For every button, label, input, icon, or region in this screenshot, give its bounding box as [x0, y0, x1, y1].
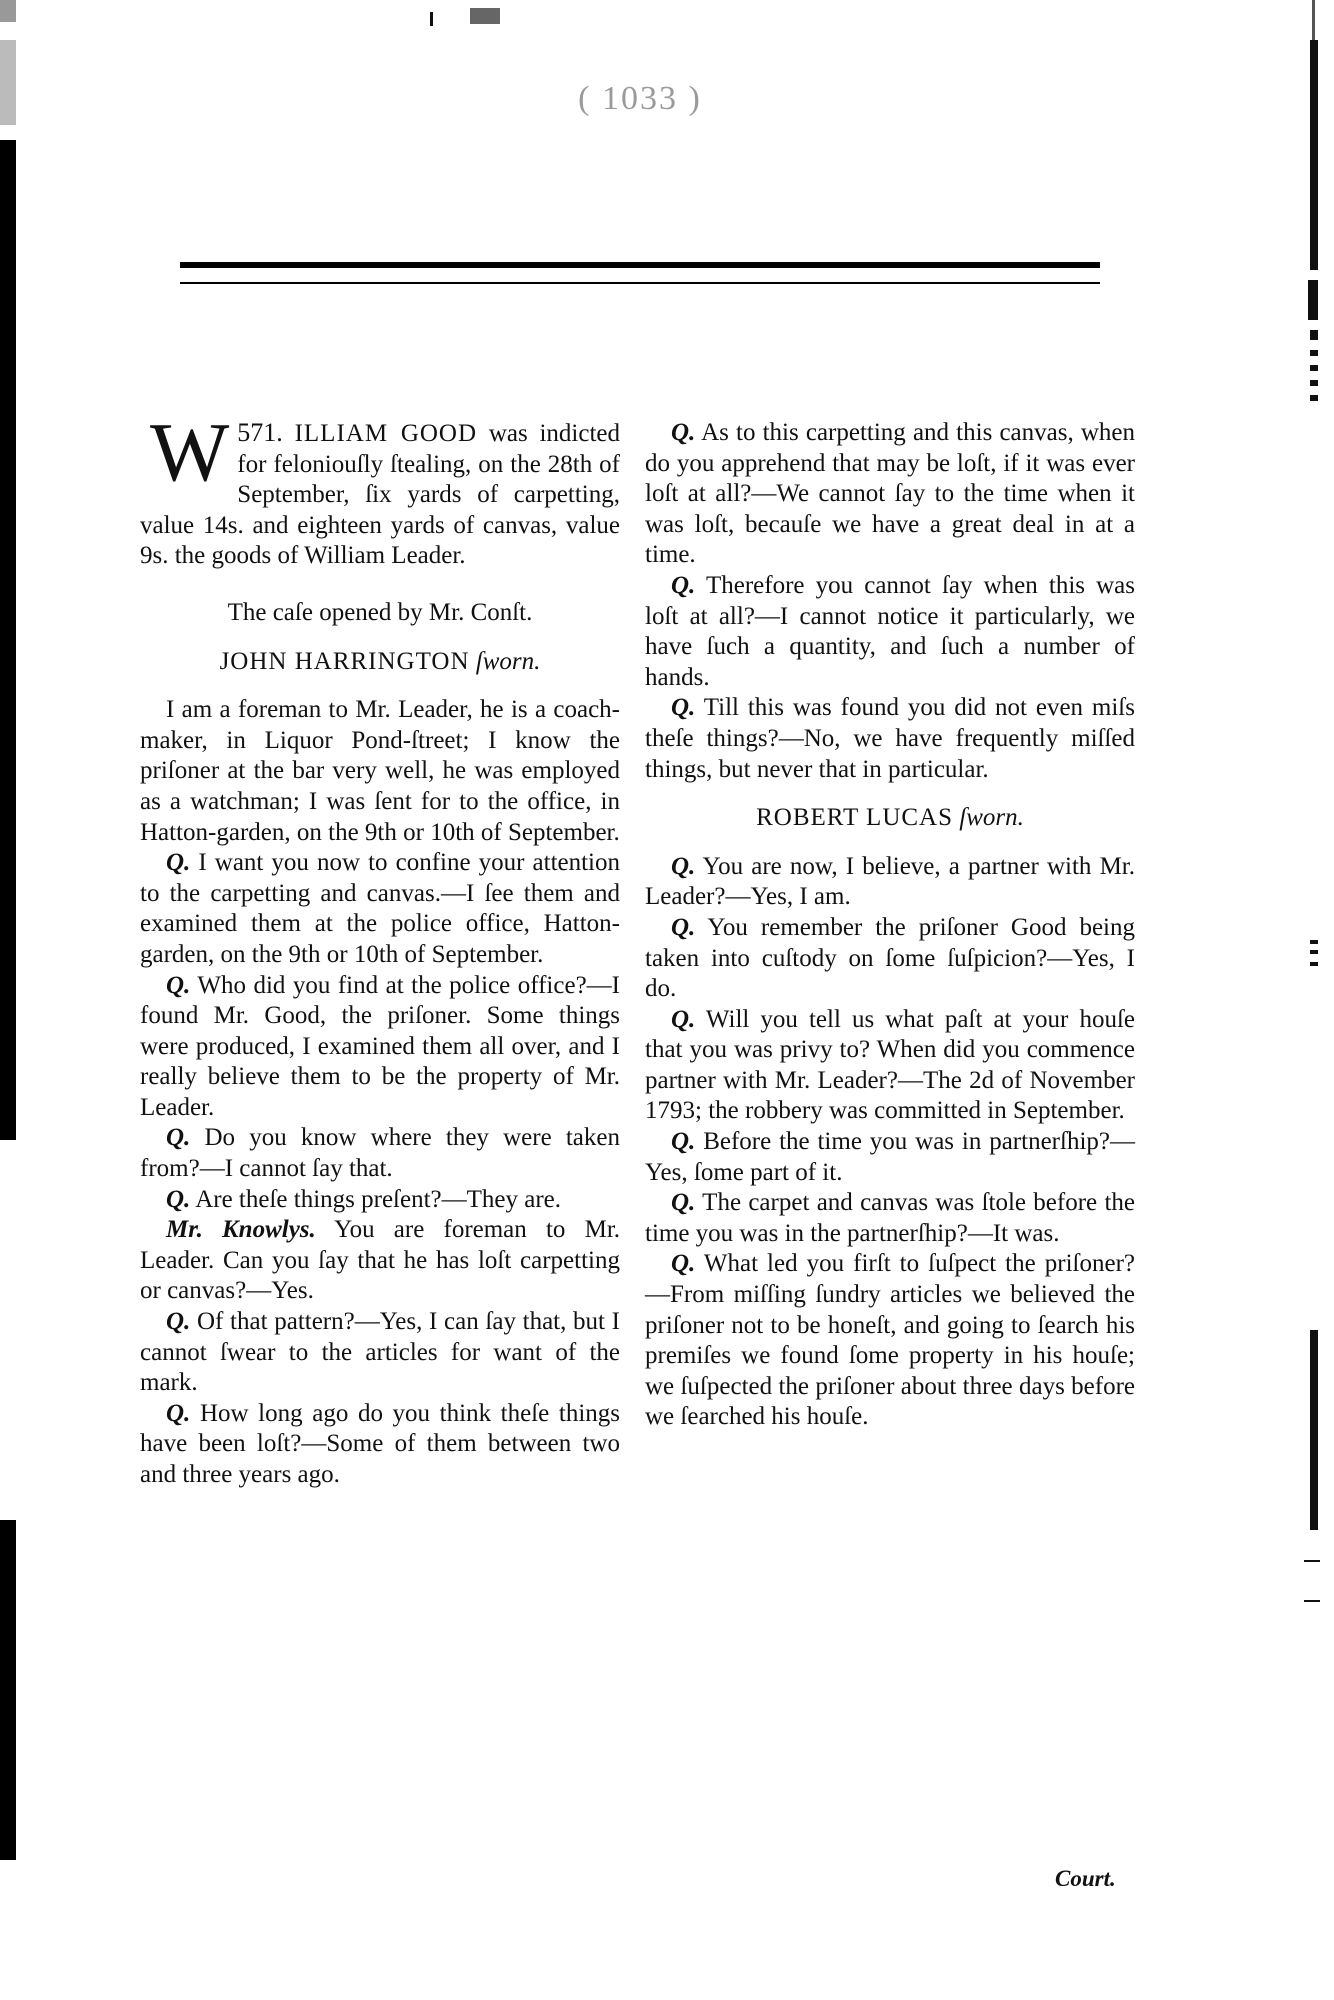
- speaker-label: Q.: [671, 571, 696, 599]
- testimony-text: You are now, I believe, a partner with Mr. Leader?—Yes, I am.: [645, 852, 1136, 911]
- catchword: Court.: [1055, 1866, 1116, 1891]
- speaker-label: Q.: [166, 971, 191, 999]
- speaker-label: Q.: [166, 1308, 191, 1336]
- witness-heading: [140, 647, 620, 678]
- scan-mark-top: [430, 2, 500, 28]
- testimony-text: Do you know where they were taken from?—I cannot ſay that.: [140, 1124, 621, 1183]
- testimony-paragraph: [140, 1123, 620, 1184]
- testimony-paragraph: [645, 418, 1135, 571]
- testimony-paragraph: [140, 848, 620, 970]
- testimony-paragraph: [645, 571, 1135, 693]
- testimony: [140, 695, 620, 1490]
- speaker-label: Q.: [671, 419, 696, 446]
- testimony-text: The carpet and canvas was ſtole before the time you was in the partnerſhip?—It was.: [645, 1189, 1135, 1247]
- witness-sworn: ſworn.: [475, 647, 541, 675]
- header-rule-thin: [180, 282, 1100, 284]
- speaker-label: Q.: [671, 1189, 696, 1217]
- scan-edge-left: [0, 0, 18, 2000]
- speaker-label: Mr. Knowlys.: [166, 1216, 316, 1244]
- speaker-label: Q.: [166, 1185, 191, 1213]
- testimony-paragraph: [645, 1005, 1135, 1127]
- testimony-text: Who did you find at the police office?—I found Mr. Good, the priſoner. Some things were produced, I examined them all over, and I really believe them to be the property of Mr. Leader.: [140, 971, 620, 1121]
- testimony-paragraph: [140, 1215, 620, 1307]
- witness-name: JOHN HARRINGTON: [219, 647, 470, 675]
- testimony-paragraph: [140, 695, 620, 848]
- page-number: ( 1033 ): [578, 80, 702, 117]
- testimony-text: Before the time you was in partnerſhip?—Yes, ſome part of it.: [645, 1128, 1135, 1186]
- testimony-text: I want you now to confine your attention to the carpetting and canvas.—I ſee them and examined them at the police office, Hatton-garden, on the 9th or 10th of September.: [140, 849, 620, 968]
- indictment-text: was indicted for feloniouſly ſtealing, on the 28th of September, ſix yards of carpetting, value 14s. and eighteen yards of canvas, value 9s. the goods of William Leader.: [140, 420, 620, 570]
- speaker-label: Q.: [671, 1128, 696, 1156]
- testimony-text: I am a foreman to Mr. Leader, he is a coach-maker, in Liquor Pond-ſtreet; I know the priſoner at the bar very well, he was employed as a watchman; I was ſent for to the office, in Hatton-garden, on the 9th or 10th of September.: [140, 696, 620, 846]
- testimony-text: As to this carpetting and this canvas, when do you apprehend that may be loſt, if it was ever loſt at all?—We cannot ſay to the time when it was loſt, becauſe we have a great deal in at a time.: [645, 419, 1135, 569]
- testimony-paragraph: [645, 913, 1135, 1005]
- case-number: 571.: [237, 418, 283, 447]
- drop-cap: W: [150, 406, 230, 499]
- testimony-text: You remember the priſoner Good being taken into cuſtody on ſome ſuſpicion?—Yes, I do.: [645, 913, 1135, 1003]
- indictment-paragraph: [140, 406, 620, 572]
- testimony-paragraph: [140, 1307, 620, 1399]
- speaker-label: Q.: [671, 913, 696, 941]
- scan-edge-right: [1274, 0, 1334, 2000]
- testimony-paragraph: [645, 693, 1135, 785]
- speaker-label: Q.: [671, 694, 696, 722]
- case-opened: The caſe opened by Mr. Conſt.: [227, 598, 533, 626]
- testimony-paragraph: [140, 1185, 620, 1216]
- left-column: [140, 406, 621, 1491]
- testimony-paragraph: [140, 971, 620, 1124]
- testimony-text: Are theſe things preſent?—They are.: [195, 1185, 562, 1213]
- testimony-paragraph: [140, 1399, 620, 1491]
- header-rule-thick: [180, 262, 1100, 268]
- testimony-text: What led you firſt to ſuſpect the priſoner?—From miſſing ſundry articles we believed the priſoner not to be honeſt, and going to ſearch his premiſes we found ſome property in his houſe; we ſuſpected the priſoner about three days before we ſearched his houſe.: [645, 1250, 1135, 1431]
- testimony-paragraph: [645, 1188, 1135, 1249]
- testimony-text: Will you tell us what paſt at your houſe that you was privy to? When did you commence partner with Mr. Leader?—The 2d of November 1793; the robbery was committed in September.: [645, 1005, 1135, 1125]
- testimony-paragraph: [645, 1249, 1135, 1433]
- speaker-label: Q.: [671, 1250, 696, 1278]
- testimony-text: Till this was found you did not even miſs theſe things?—No, we have frequently miſſed things, but never that in particular.: [645, 694, 1135, 783]
- testimony-text: Of that pattern?—Yes, I can ſay that, but I cannot ſwear to the articles for want of the mark.: [140, 1308, 620, 1397]
- witness-name: ROBERT LUCAS: [756, 804, 954, 832]
- speaker-label: Q.: [671, 852, 696, 880]
- testimony-text: Therefore you cannot ſay when this was loſt at all?—I cannot notice it particularly, we have ſuch a quantity, and ſuch a number of hands.: [645, 571, 1135, 691]
- speaker-label: Q.: [166, 1399, 191, 1427]
- witness-heading: [645, 803, 1135, 834]
- witness-sworn: ſworn.: [959, 804, 1024, 832]
- testimony-paragraph: [645, 1127, 1135, 1188]
- testimony: [645, 852, 1135, 1433]
- speaker-label: Q.: [671, 1005, 696, 1033]
- testimony-text: You are foreman to Mr. Leader. Can you ſay that he has loſt carpetting or canvas?—Yes.: [140, 1216, 621, 1305]
- testimony-text: How long ago do you think theſe things have been loſt?—Some of them between two and three years ago.: [140, 1399, 621, 1488]
- right-column: [645, 418, 1135, 1433]
- testimony-paragraph: [645, 852, 1135, 913]
- defendant-name: ILLIAM GOOD: [294, 420, 478, 447]
- speaker-label: Q.: [166, 1124, 191, 1152]
- speaker-label: Q.: [166, 849, 191, 877]
